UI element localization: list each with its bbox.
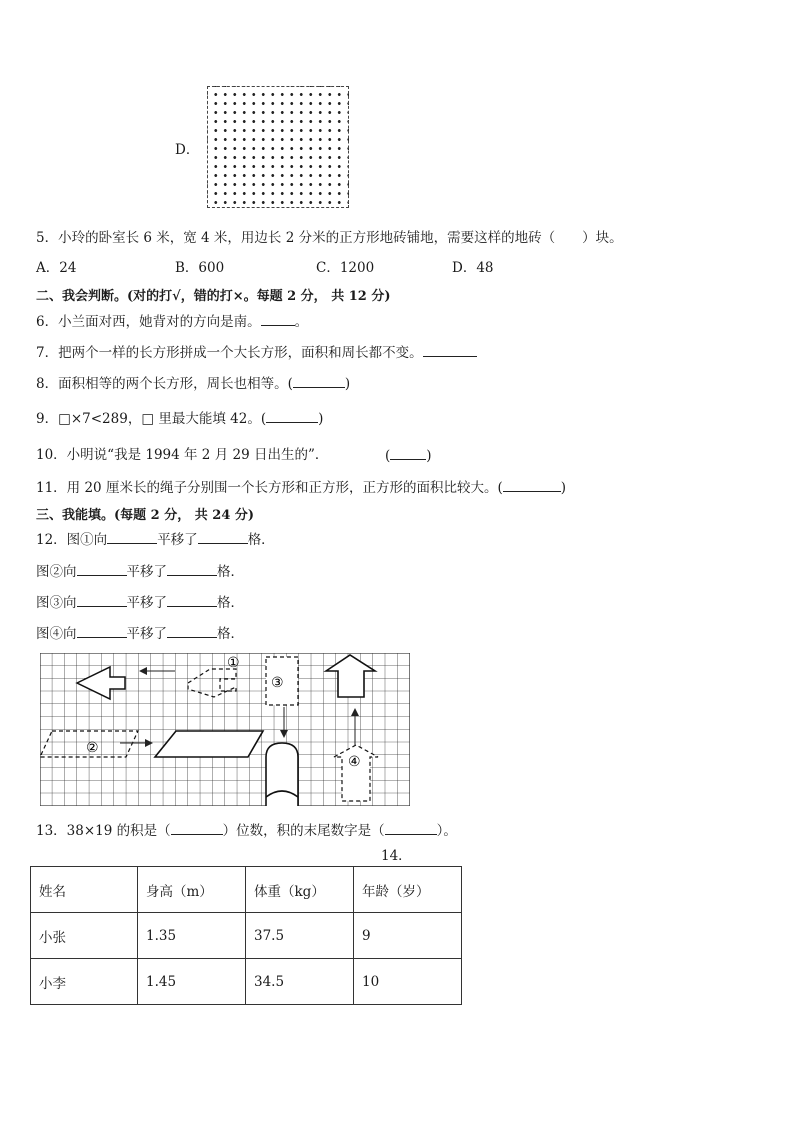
q12-4-distance-blank[interactable] bbox=[167, 624, 217, 638]
question-6: 6．小兰面对西，她背对的方向是南。 。 bbox=[36, 314, 309, 330]
q12-line-4-suffix: 格． bbox=[217, 626, 244, 642]
cell-weight: 34.5 bbox=[246, 959, 354, 1005]
question-6-text: 6．小兰面对西，她背对的方向是南。 bbox=[36, 314, 261, 330]
q8-close-paren: ) bbox=[344, 376, 351, 392]
q12-line-4-mid: 平移了 bbox=[126, 626, 167, 642]
question-7 bbox=[36, 343, 477, 362]
cell-weight: 37.5 bbox=[246, 913, 354, 959]
q12-line-2-mid: 平移了 bbox=[126, 564, 167, 580]
cell-age: 10 bbox=[354, 959, 462, 1005]
q12-1-direction-blank[interactable] bbox=[107, 530, 157, 544]
q12-1-distance-blank[interactable] bbox=[198, 530, 248, 544]
question-9-text: 9．□×7<289，□ 里最大能填 42。( bbox=[36, 411, 267, 427]
question-8-text: 8．面积相等的两个长方形，周长也相等。( bbox=[36, 376, 293, 392]
q10-close-paren: ) bbox=[426, 448, 432, 464]
q5-option-c: C．1200 bbox=[316, 260, 375, 276]
section-2-title: 二、我会判断。(对的打√，错的打×。每题 2 分， 共 12 分) bbox=[36, 289, 391, 304]
option-d-label: D． bbox=[175, 142, 200, 158]
q5-option-d: D．48 bbox=[452, 260, 494, 276]
q12-line-2-prefix: 图②向 bbox=[36, 564, 77, 580]
q5-option-a: A．24 bbox=[36, 260, 77, 276]
q11-answer-blank[interactable] bbox=[503, 478, 561, 492]
q12-line-4 bbox=[36, 624, 244, 643]
q12-line-3 bbox=[36, 593, 244, 612]
q10-answer-blank[interactable] bbox=[390, 446, 426, 460]
q12-3-direction-blank[interactable] bbox=[77, 593, 127, 607]
question-13 bbox=[36, 821, 457, 840]
translation-grid-figure bbox=[40, 653, 410, 810]
header-height: 身高（m） bbox=[138, 867, 246, 913]
q5-option-b: B．600 bbox=[175, 260, 225, 276]
figure-1-label: ① bbox=[227, 655, 240, 671]
q11-close-paren: ) bbox=[560, 480, 566, 496]
question-10-text: 10．小明说“我是 1994 年 2 月 29 日出生的”． bbox=[36, 447, 329, 463]
cell-height: 1.35 bbox=[138, 913, 246, 959]
q13-last-digit-blank[interactable] bbox=[385, 821, 437, 835]
question-5-text: 5．小玲的卧室长 6 米，宽 4 米，用边长 2 分米的正方形地砖铺地，需要这样的地砖（ ）块。 bbox=[36, 230, 623, 246]
question-10 bbox=[36, 446, 328, 464]
q10-open-paren: ( bbox=[385, 448, 391, 464]
question-7-text: 7．把两个一样的长方形拼成一个大长方形，面积和周长都不变。 bbox=[36, 345, 423, 361]
figure-3-translated bbox=[266, 743, 298, 806]
question-8 bbox=[36, 374, 350, 393]
q12-4-direction-blank[interactable] bbox=[77, 624, 127, 638]
q12-line-1-suffix: 格． bbox=[247, 532, 275, 548]
cell-name: 小李 bbox=[31, 959, 138, 1005]
q13-part-2: ）位数，积的末尾数字是（ bbox=[222, 823, 385, 839]
q12-line-3-suffix: 格． bbox=[217, 595, 244, 611]
header-name: 姓名 bbox=[31, 867, 138, 913]
question-9 bbox=[36, 409, 323, 428]
q12-line-2 bbox=[36, 562, 244, 581]
q6-answer-blank[interactable] bbox=[261, 312, 295, 326]
q12-line-1-prefix: 12．图①向 bbox=[36, 532, 108, 548]
dot-grid-figure bbox=[207, 86, 349, 208]
cell-name: 小张 bbox=[31, 913, 138, 959]
q12-line-4-prefix: 图④向 bbox=[36, 626, 77, 642]
q12-2-direction-blank[interactable] bbox=[77, 562, 127, 576]
question-14-number: 14． bbox=[381, 848, 412, 864]
q12-2-distance-blank[interactable] bbox=[167, 562, 217, 576]
cell-age: 9 bbox=[354, 913, 462, 959]
q10-answer-paren bbox=[385, 446, 432, 465]
q13-part-1: 13．38×19 的积是（ bbox=[36, 823, 171, 839]
student-info-table bbox=[30, 866, 462, 1005]
header-weight: 体重（kg） bbox=[246, 867, 354, 913]
question-11-text: 11．用 20 厘米长的绳子分别围一个长方形和正方形，正方形的面积比较大。( bbox=[36, 480, 503, 496]
q12-line-1 bbox=[36, 530, 275, 549]
header-age: 年龄（岁） bbox=[354, 867, 462, 913]
q12-line-1-mid: 平移了 bbox=[157, 532, 198, 548]
section-3-title: 三、我能填。(每题 2 分， 共 24 分) bbox=[36, 508, 255, 523]
figure-4-label: ④ bbox=[348, 754, 361, 770]
q12-3-distance-blank[interactable] bbox=[167, 593, 217, 607]
cell-height: 1.45 bbox=[138, 959, 246, 1005]
q13-part-3: ）。 bbox=[436, 823, 457, 839]
q9-answer-blank[interactable] bbox=[266, 409, 318, 423]
table-row bbox=[31, 913, 462, 959]
figure-2-label: ② bbox=[86, 740, 99, 756]
q8-answer-blank[interactable] bbox=[293, 374, 345, 388]
q12-line-2-suffix: 格． bbox=[217, 564, 244, 580]
q7-answer-blank[interactable] bbox=[423, 343, 477, 357]
table-header-row bbox=[31, 867, 462, 913]
q12-line-3-prefix: 图③向 bbox=[36, 595, 77, 611]
q9-close-paren: ) bbox=[318, 411, 324, 427]
q12-line-3-mid: 平移了 bbox=[126, 595, 167, 611]
q13-digits-blank[interactable] bbox=[171, 821, 223, 835]
figure-3-label: ③ bbox=[271, 675, 284, 691]
question-11 bbox=[36, 478, 566, 497]
table-row bbox=[31, 959, 462, 1005]
